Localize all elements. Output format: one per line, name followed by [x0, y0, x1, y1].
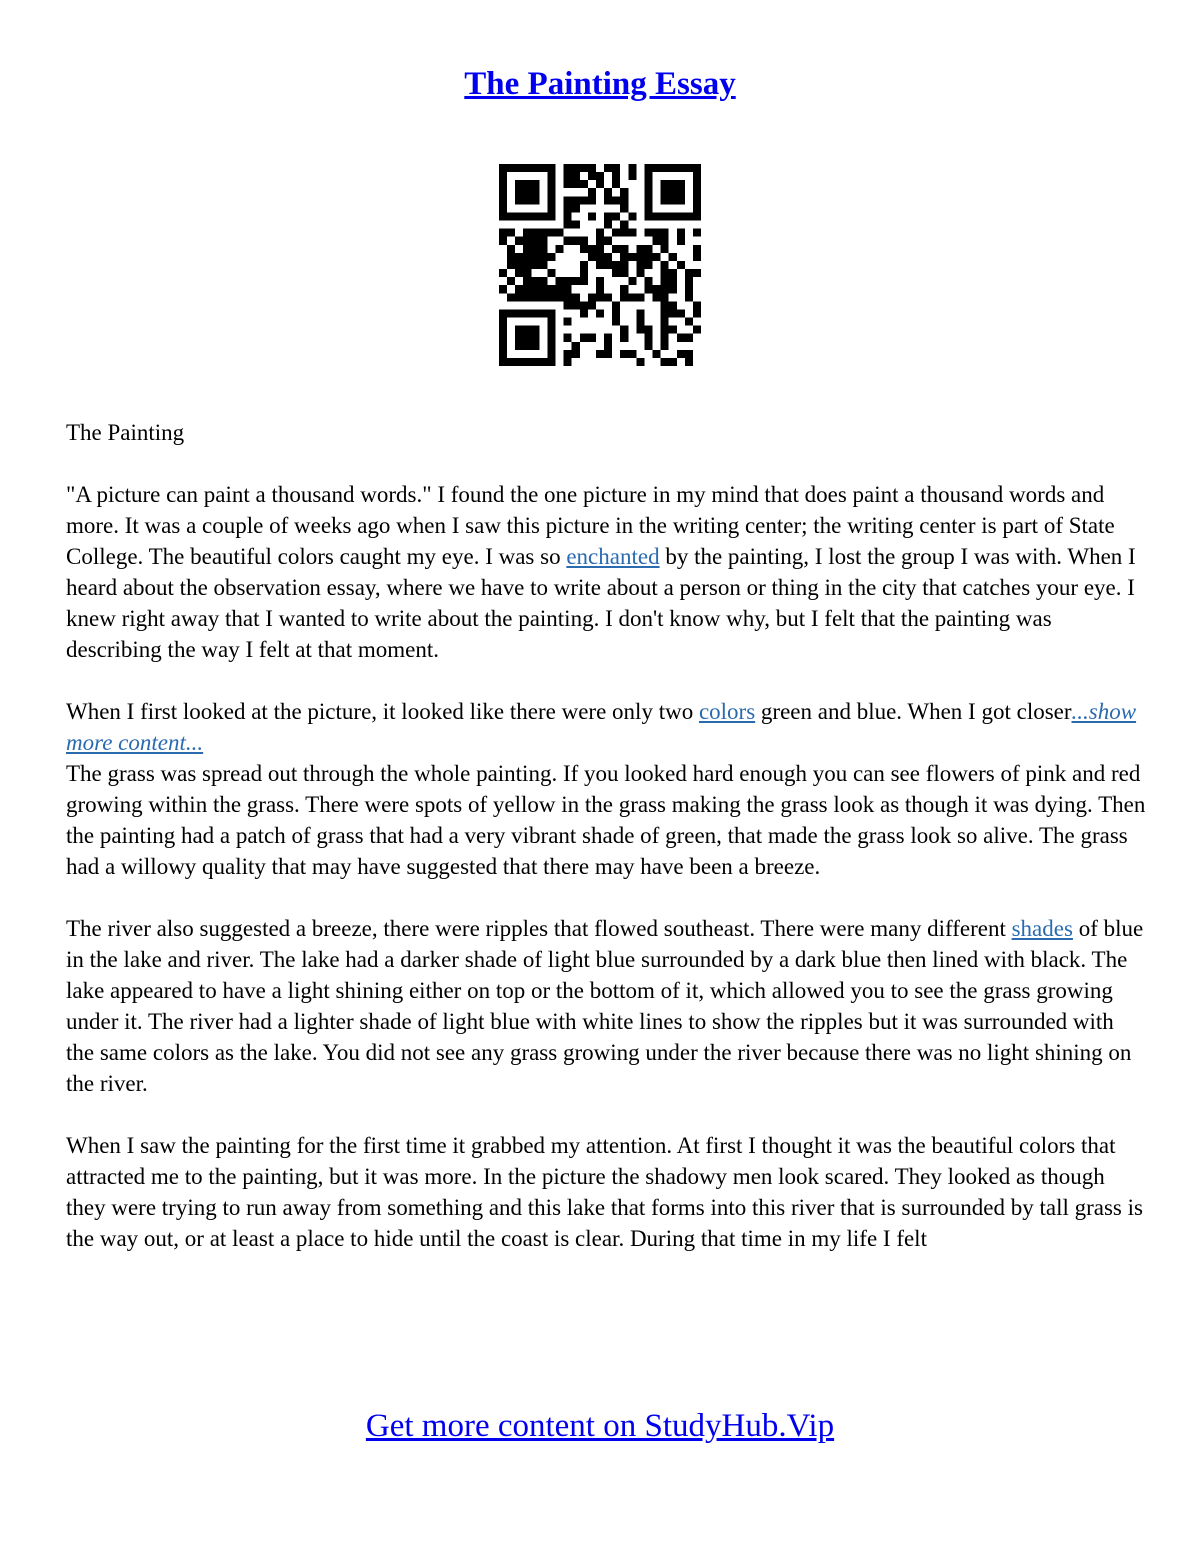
- paragraph-3: The grass was spread out through the whole painting. If you looked hard enough you can see flowers of pink and red growing within the grass. There were spots of yellow in the grass making the grass look as though it was dying. Then the painting had a patch of grass that had a very vibrant shade of green, that made the grass look so alive. The grass had a willowy quality that may have suggested that there may have been a breeze.: [66, 761, 1146, 879]
- paragraph-1: "A picture can paint a thousand words." I found the one picture in my mind that does paint a thousand words and more. It was a couple of weeks ago when I saw this picture in the writing center; the writing center is part of State College. The beautiful colors caught my eye. I was so enchanted by the painting, I lost the group I was with. When I heard about the observation essay, where we have to write about a person or thing in the city that catches your eye. I knew right away that I wanted to write about the painting. I don't know why, but I felt that the painting was describing the way I felt at that moment.: [66, 482, 1136, 662]
- link-colors[interactable]: colors: [698, 699, 756, 724]
- title-link[interactable]: The Painting Essay: [464, 66, 736, 102]
- qr-code-icon: [499, 164, 701, 366]
- paragraph-2: When I first looked at the picture, it looked like there were only two colors green and blue. When I got closer...show more content...: [66, 699, 1137, 755]
- page-title: [0, 66, 1200, 103]
- qr-code: [499, 164, 701, 366]
- paragraph-4: The river also suggested a breeze, there were ripples that flowed southeast. There were many different shades of blue in the lake and river. The lake had a darker shade of light blue surrounded by a dark blue then lined with black. The lake appeared to have a light shining either on top or the bottom of it, which allowed you to see the grass growing under it. The river had a lighter shade of light blue with white lines to show the ripples but it was surrounded with the same colors as the lake. You did not see any grass growing under the river because there was no light shining on the river.: [66, 916, 1144, 1096]
- show-more-link[interactable]: ...show more content...: [66, 699, 1137, 755]
- link-enchanted[interactable]: enchanted: [566, 544, 660, 569]
- essay-subtitle: The Painting: [66, 420, 185, 445]
- footer-link[interactable]: Get more content on StudyHub.Vip: [365, 1408, 835, 1444]
- footer: [0, 1408, 1200, 1445]
- link-shades[interactable]: shades: [1011, 916, 1073, 941]
- paragraph-5: When I saw the painting for the first time it grabbed my attention. At first I thought it was the beautiful colors that attracted me to the painting, but it was more. In the picture the shadowy men look scared. They looked as though they were trying to run away from something and this lake that forms into this river that is surrounded by tall grass is the way out, or at least a place to hide until the coast is clear. During that time in my life I felt: [66, 1133, 1143, 1251]
- essay-body: [66, 417, 1146, 1254]
